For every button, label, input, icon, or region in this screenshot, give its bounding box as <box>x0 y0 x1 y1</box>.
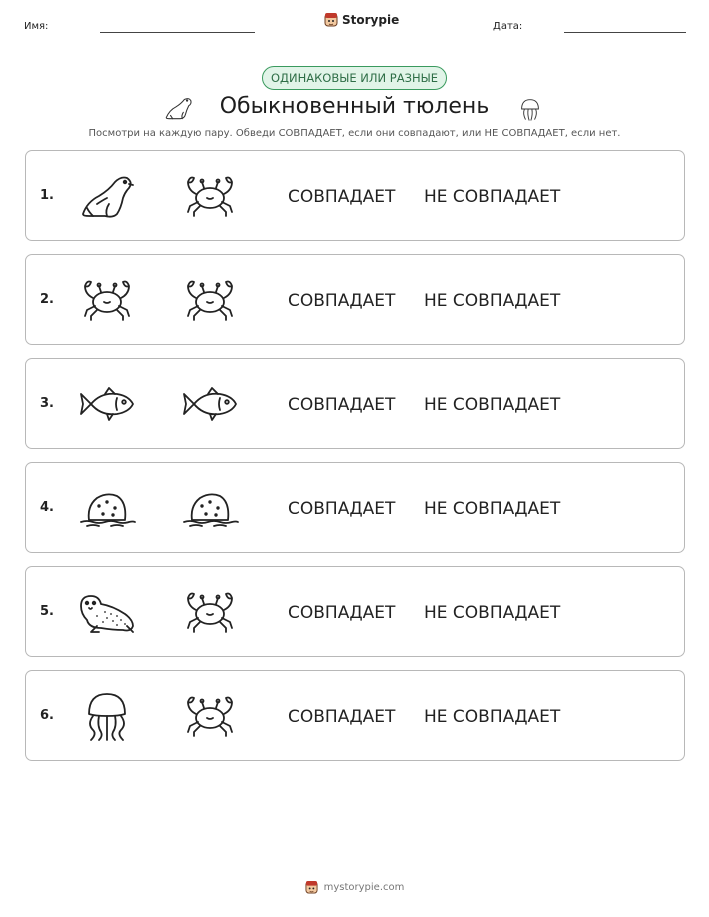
jellyfish-icon <box>77 690 137 742</box>
different-option[interactable]: НЕ СОВПАДАЕТ <box>424 499 561 519</box>
name-line[interactable] <box>100 32 255 33</box>
crab-icon <box>77 274 137 326</box>
row-number: 1. <box>40 188 54 203</box>
footer <box>0 880 709 895</box>
storypie-mascot-icon <box>324 12 338 28</box>
different-option[interactable]: НЕ СОВПАДАЕТ <box>424 395 561 415</box>
row-number: 3. <box>40 396 54 411</box>
different-option[interactable]: НЕ СОВПАДАЕТ <box>424 291 561 311</box>
match-row <box>25 670 685 761</box>
date-label: Дата: <box>493 21 523 32</box>
same-option[interactable]: СОВПАДАЕТ <box>288 499 396 519</box>
date-line[interactable] <box>564 32 686 33</box>
title-row <box>0 92 709 126</box>
category-badge: ОДИНАКОВЫЕ ИЛИ РАЗНЫЕ <box>262 66 447 90</box>
different-option[interactable]: НЕ СОВПАДАЕТ <box>424 187 561 207</box>
sea-lion-icon <box>77 170 137 222</box>
footer-site-link[interactable]: mystorypie.com <box>323 882 405 893</box>
row-number: 6. <box>40 708 54 723</box>
page-title: Обыкновенный тюлень <box>219 94 490 119</box>
row-number: 2. <box>40 292 54 307</box>
logo-text: Storypie <box>342 13 400 27</box>
match-list <box>25 150 685 774</box>
crab-icon <box>180 586 240 638</box>
match-row <box>25 254 685 345</box>
rock-icon <box>77 482 137 534</box>
crab-icon <box>180 170 240 222</box>
different-option[interactable]: НЕ СОВПАДАЕТ <box>424 707 561 727</box>
match-row <box>25 150 685 241</box>
jellyfish-icon <box>516 94 544 124</box>
storypie-logo <box>324 12 399 28</box>
crab-icon <box>180 690 240 742</box>
different-option[interactable]: НЕ СОВПАДАЕТ <box>424 603 561 623</box>
same-option[interactable]: СОВПАДАЕТ <box>288 291 396 311</box>
match-row <box>25 462 685 553</box>
spotted-seal-icon <box>77 586 137 638</box>
match-row <box>25 358 685 449</box>
storypie-mascot-icon <box>305 880 318 895</box>
same-option[interactable]: СОВПАДАЕТ <box>288 603 396 623</box>
row-number: 5. <box>40 604 54 619</box>
instructions: Посмотри на каждую пару. Обведи СОВПАДАЕТ, если они совпадают, или НЕ СОВПАДАЕТ, если нет. <box>88 128 621 139</box>
same-option[interactable]: СОВПАДАЕТ <box>288 395 396 415</box>
same-option[interactable]: СОВПАДАЕТ <box>288 707 396 727</box>
row-number: 4. <box>40 500 54 515</box>
name-label: Имя: <box>24 21 49 32</box>
crab-icon <box>180 274 240 326</box>
rock-icon <box>180 482 240 534</box>
fish-icon <box>77 378 137 430</box>
fish-icon <box>180 378 240 430</box>
match-row <box>25 566 685 657</box>
same-option[interactable]: СОВПАДАЕТ <box>288 187 396 207</box>
